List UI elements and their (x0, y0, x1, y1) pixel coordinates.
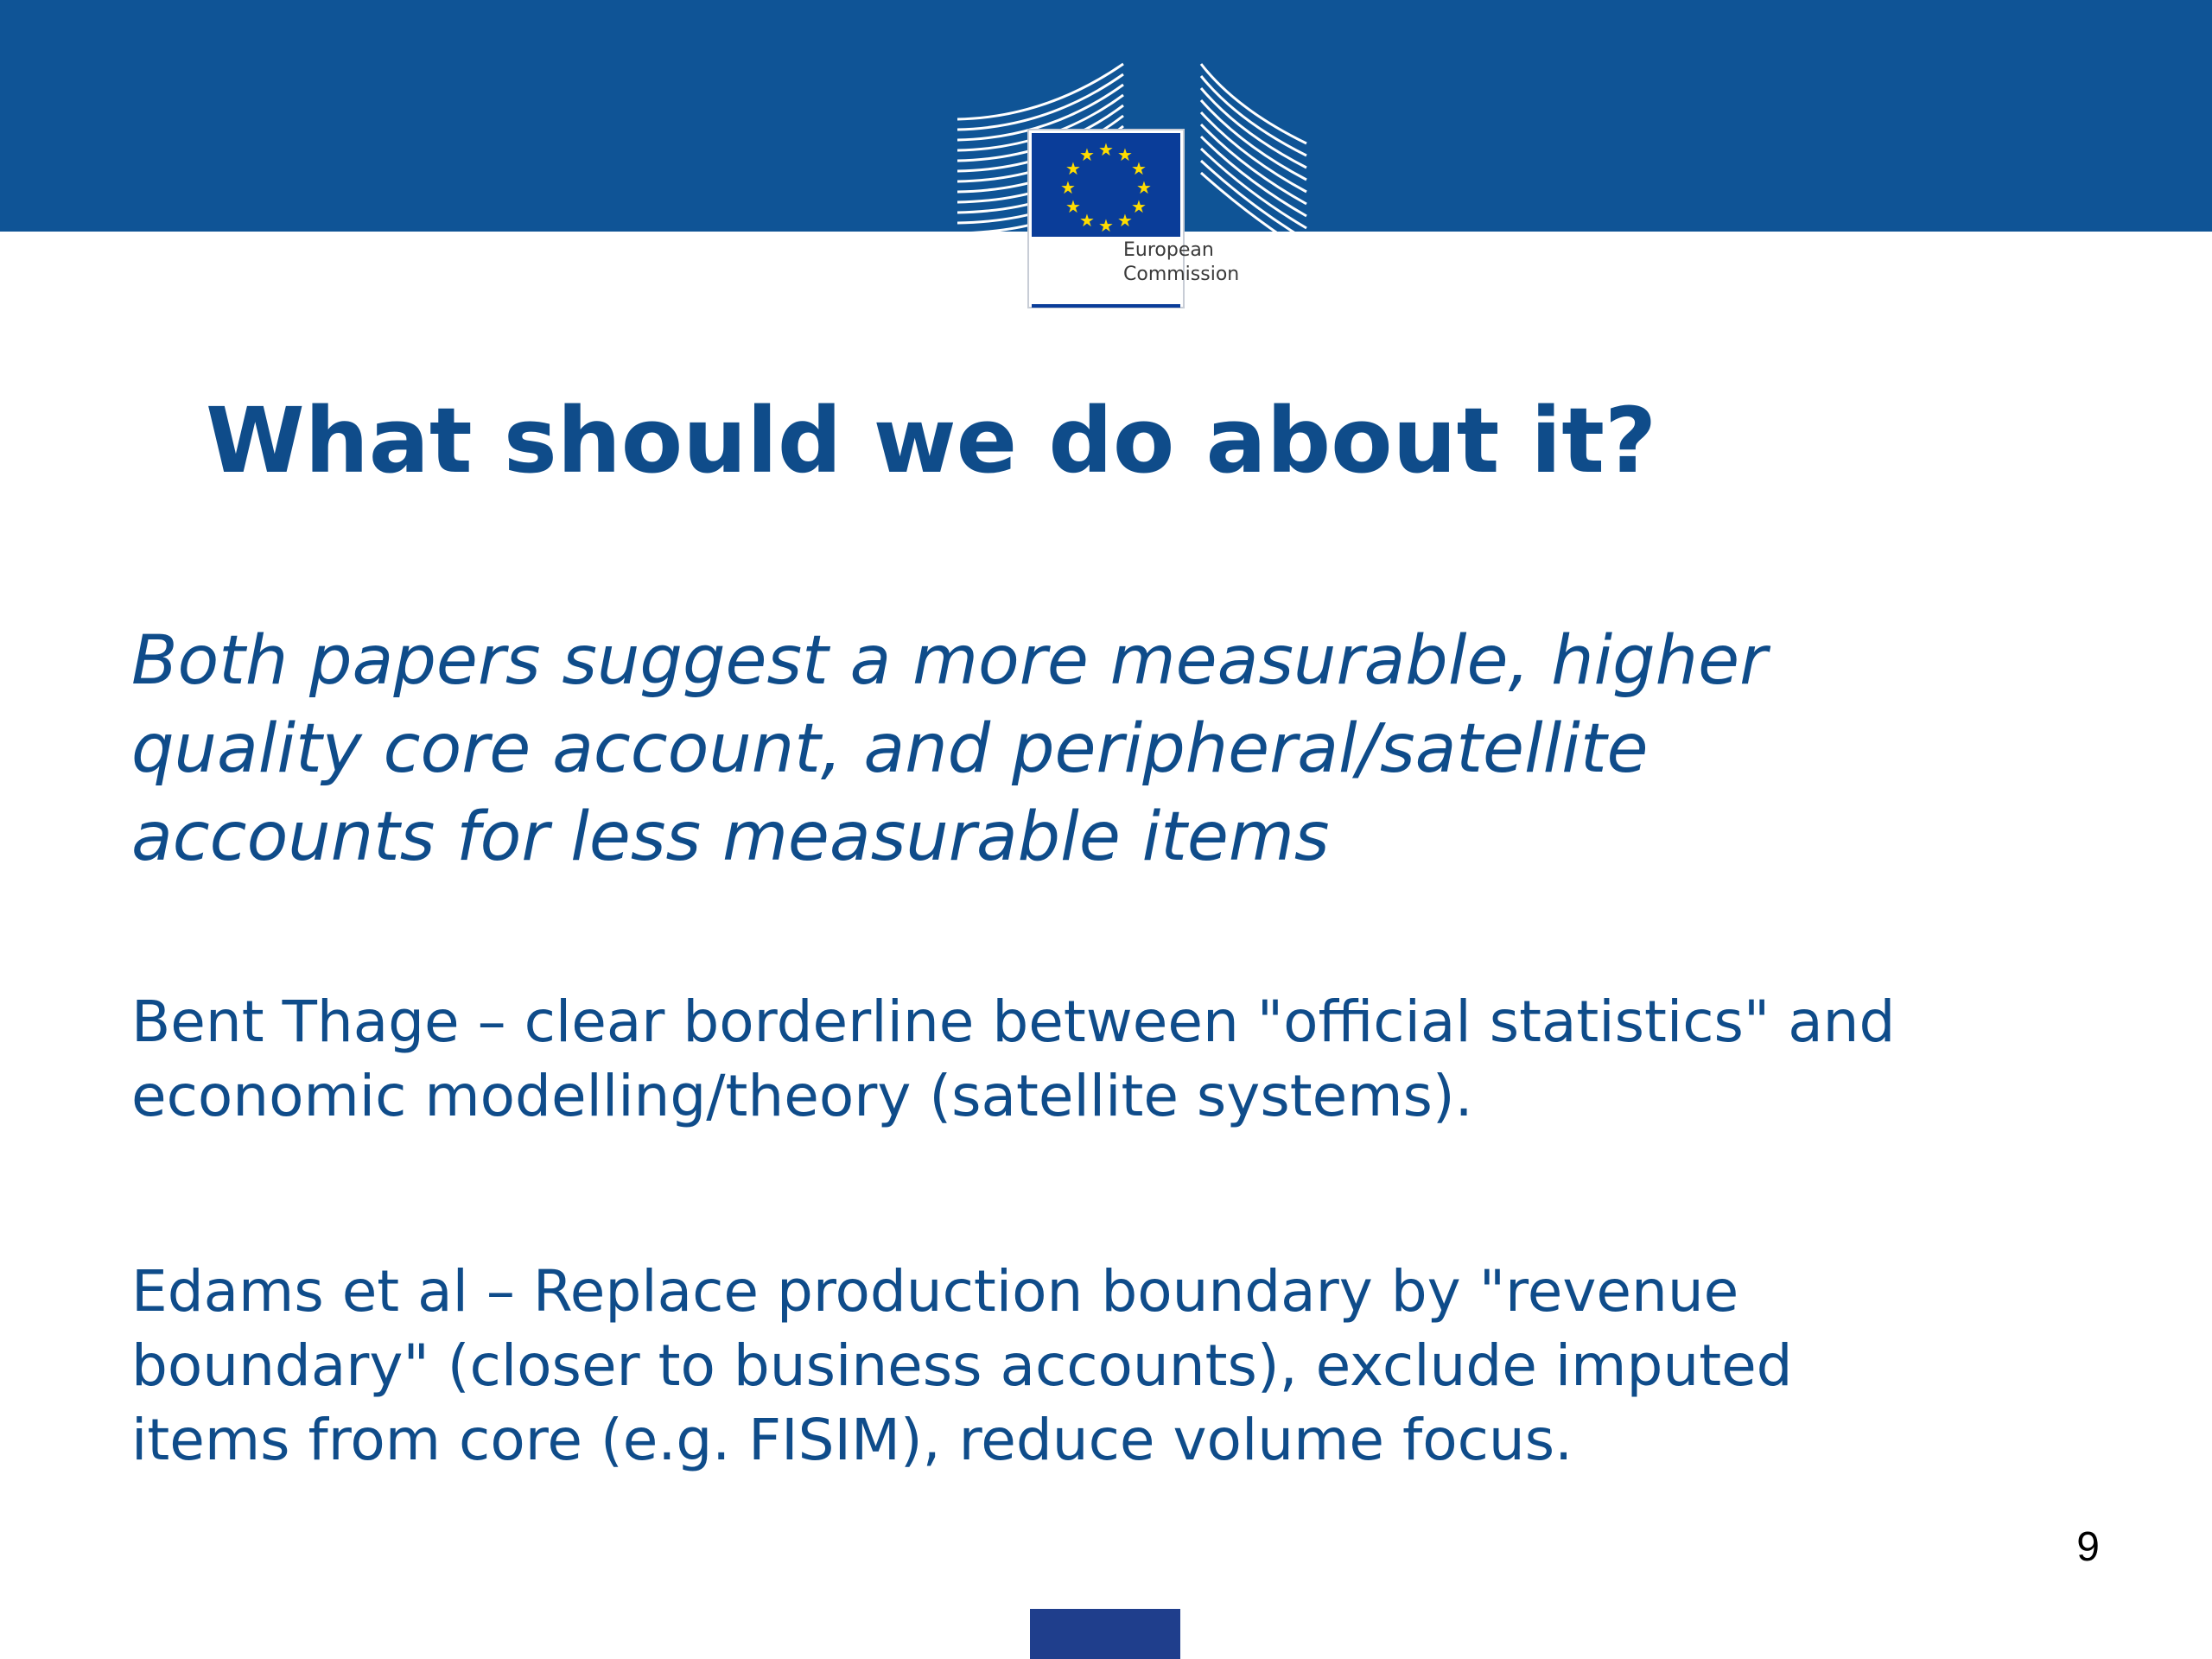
svg-text:★: ★ (1060, 177, 1076, 198)
footer-flag-block (1030, 1609, 1180, 1659)
paragraph-edams (131, 1255, 2119, 1478)
svg-text:★: ★ (1065, 196, 1081, 217)
logo-text-line-2: Commission (1123, 264, 1240, 285)
svg-text:★: ★ (1117, 210, 1133, 231)
lead-statement (131, 617, 2119, 881)
paragraph-line: Edams et al – Replace production boundary by "revenue (131, 1258, 1739, 1325)
lead-line: Both papers suggest a more measurable, higher (131, 622, 1768, 700)
logo-wordmark (1123, 238, 1262, 287)
svg-text:★: ★ (1079, 210, 1095, 231)
paragraph-line: boundary" (closer to business accounts), exclude imputed (131, 1332, 1793, 1399)
svg-text:★: ★ (1136, 177, 1152, 198)
european-commission-logo (950, 57, 1313, 316)
svg-text:★: ★ (1098, 139, 1114, 160)
paragraph-line: items from core (e.g. FISIM), reduce volume focus. (131, 1407, 1573, 1473)
svg-text:★: ★ (1117, 144, 1133, 165)
paragraph-line: economic modelling/theory (satellite systems). (131, 1063, 1473, 1129)
lead-line: accounts for less measurable items (131, 798, 1330, 876)
logo-text-line-1: European (1123, 239, 1214, 261)
svg-text:★: ★ (1098, 215, 1114, 236)
paragraph-bent-thage (131, 985, 2119, 1134)
svg-text:★: ★ (1079, 144, 1095, 165)
slide-title: What should we do about it? (206, 388, 1657, 493)
svg-text:★: ★ (1131, 196, 1147, 217)
svg-text:★: ★ (1065, 158, 1081, 179)
svg-text:★: ★ (1131, 158, 1147, 179)
page-number: 9 (2076, 1524, 2100, 1570)
paragraph-line: Bent Thage – clear borderline between "official statistics" and (131, 988, 1896, 1055)
lead-line: quality core account, and peripheral/satellite (131, 710, 1649, 788)
